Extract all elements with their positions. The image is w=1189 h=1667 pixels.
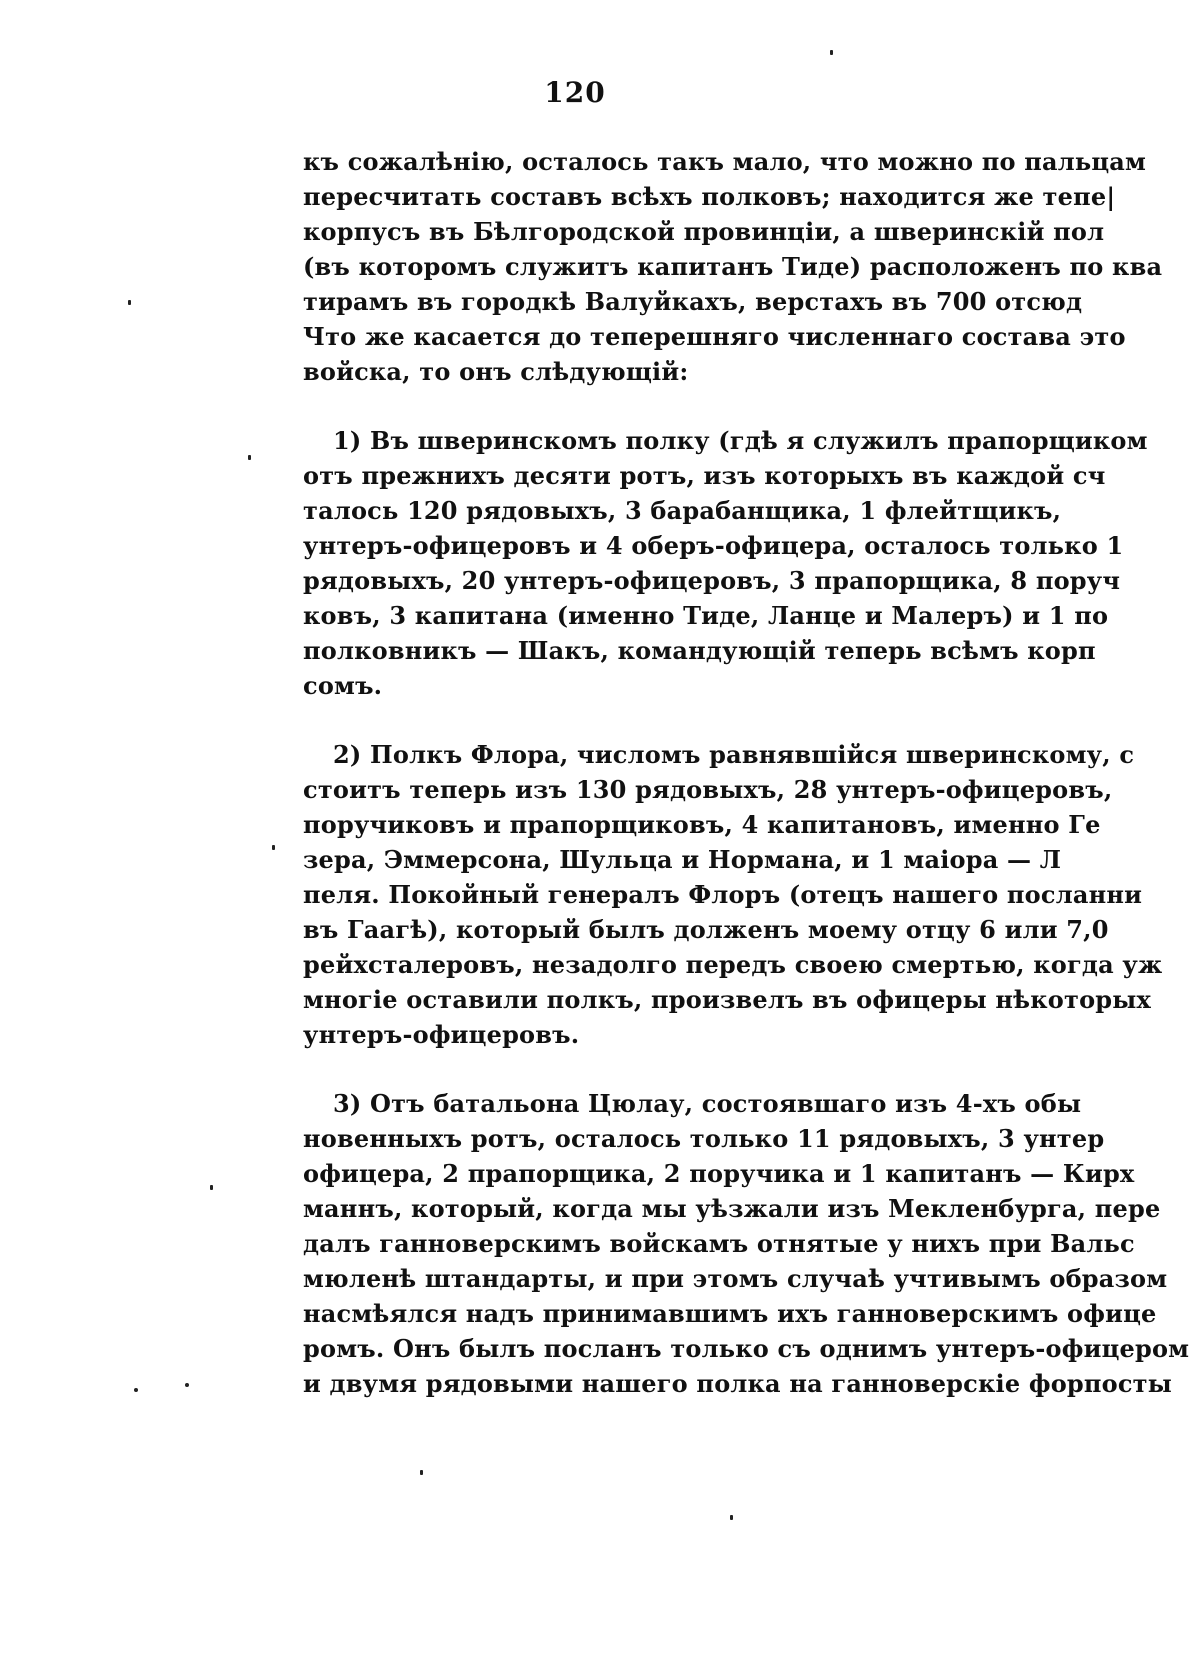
text-line: офицера, 2 прапорщика, 2 поручика и 1 капитанъ — Кирх bbox=[303, 1159, 1135, 1188]
text-line: насмѣялся надъ принимавшимъ ихъ ганноверскимъ офице bbox=[303, 1299, 1157, 1328]
text-line: ромъ. Онъ былъ посланъ только съ однимъ унтеръ-офицером bbox=[303, 1334, 1189, 1363]
text-line: унтеръ-офицеровъ. bbox=[303, 1020, 580, 1049]
text-line: стоитъ теперь изъ 130 рядовыхъ, 28 унтеръ-офицеровъ, bbox=[303, 775, 1113, 804]
text-line: рядовыхъ, 20 унтеръ-офицеровъ, 3 прапорщика, 8 поруч bbox=[303, 566, 1121, 595]
text-line: ковъ, 3 капитана (именно Тиде, Ланце и Малеръ) и 1 по bbox=[303, 601, 1109, 630]
paragraph-gap bbox=[303, 1052, 1051, 1086]
text-line: 3) Отъ батальона Цюлау, состоявшаго изъ 4-хъ обы bbox=[333, 1089, 1082, 1118]
scan-speck bbox=[420, 1470, 423, 1475]
text-line: тирамъ въ городкѣ Валуйкахъ, верстахъ въ 700 отсюд bbox=[303, 287, 1083, 316]
paragraph-gap bbox=[303, 703, 1051, 737]
scan-speck bbox=[210, 1185, 213, 1190]
text-line: 1) Въ шверинскомъ полку (гдѣ я служилъ прапорщиком bbox=[333, 426, 1148, 455]
scan-speck bbox=[128, 300, 131, 305]
text-line: 2) Полкъ Флора, числомъ равнявшійся шверинскому, с bbox=[333, 740, 1135, 769]
text-line: корпусъ въ Бѣлгородской провинціи, а шверинскій пол bbox=[303, 217, 1105, 246]
text-line: отъ прежнихъ десяти ротъ, изъ которыхъ въ каждой сч bbox=[303, 461, 1106, 490]
text-line: новенныхъ ротъ, осталось только 11 рядовыхъ, 3 унтер bbox=[303, 1124, 1105, 1153]
text-line: зера, Эммерсона, Шульца и Нормана, и 1 маіора — Л bbox=[303, 845, 1062, 874]
text-line: далъ ганноверскимъ войскамъ отнятые у нихъ при Вальс bbox=[303, 1229, 1135, 1258]
text-line: маннъ, который, когда мы уѣзжали изъ Мекленбурга, пере bbox=[303, 1194, 1161, 1223]
paragraph-intro bbox=[303, 144, 1163, 389]
text-line: сомъ. bbox=[303, 671, 383, 700]
text-line: пересчитать составъ всѣхъ полковъ; находится же тепе| bbox=[303, 182, 1116, 211]
text-line: (въ которомъ служитъ капитанъ Тиде) расположенъ по ква bbox=[303, 252, 1163, 281]
text-line: поручиковъ и прапорщиковъ, 4 капитановъ, именно Ге bbox=[303, 810, 1101, 839]
text-line: къ сожалѣнію, осталось такъ мало, что можно по пальцам bbox=[303, 147, 1147, 176]
body-text bbox=[303, 144, 1189, 1414]
paragraph-gap bbox=[303, 389, 1051, 423]
scan-speck bbox=[248, 455, 251, 460]
text-line: талось 120 рядовыхъ, 3 барабанщика, 1 флейтщикъ, bbox=[303, 496, 1062, 525]
text-line: въ Гаагѣ), который былъ долженъ моему отцу 6 или 7,0 bbox=[303, 915, 1109, 944]
text-line: многіе оставили полкъ, произвелъ въ офицеры нѣкоторых bbox=[303, 985, 1152, 1014]
text-line: Что же касается до теперешняго численнаго состава это bbox=[303, 322, 1126, 351]
text-line: пеля. Покойный генералъ Флоръ (отецъ нашего посланни bbox=[303, 880, 1143, 909]
page-number: 120 bbox=[544, 76, 606, 109]
scan-speck bbox=[134, 1388, 138, 1392]
text-line: рейхсталеровъ, незадолго передъ своею смертью, когда уж bbox=[303, 950, 1163, 979]
scan-speck bbox=[730, 1515, 733, 1520]
scan-speck bbox=[272, 845, 275, 850]
paragraph-item-1 bbox=[303, 423, 1148, 703]
text-line: унтеръ-офицеровъ и 4 оберъ-офицера, осталось только 1 bbox=[303, 531, 1124, 560]
scan-speck bbox=[830, 50, 833, 55]
text-line: мюленѣ штандарты, и при этомъ случаѣ учтивымъ образом bbox=[303, 1264, 1168, 1293]
scan-speck bbox=[185, 1383, 189, 1387]
paragraph-item-2 bbox=[303, 737, 1163, 1052]
paragraph-item-3 bbox=[303, 1086, 1189, 1401]
text-line: войска, то онъ слѣдующій: bbox=[303, 357, 689, 386]
text-line: полковникъ — Шакъ, командующій теперь всѣмъ корп bbox=[303, 636, 1096, 665]
text-line: и двумя рядовыми нашего полка на ганноверскіе форпосты bbox=[303, 1369, 1172, 1398]
